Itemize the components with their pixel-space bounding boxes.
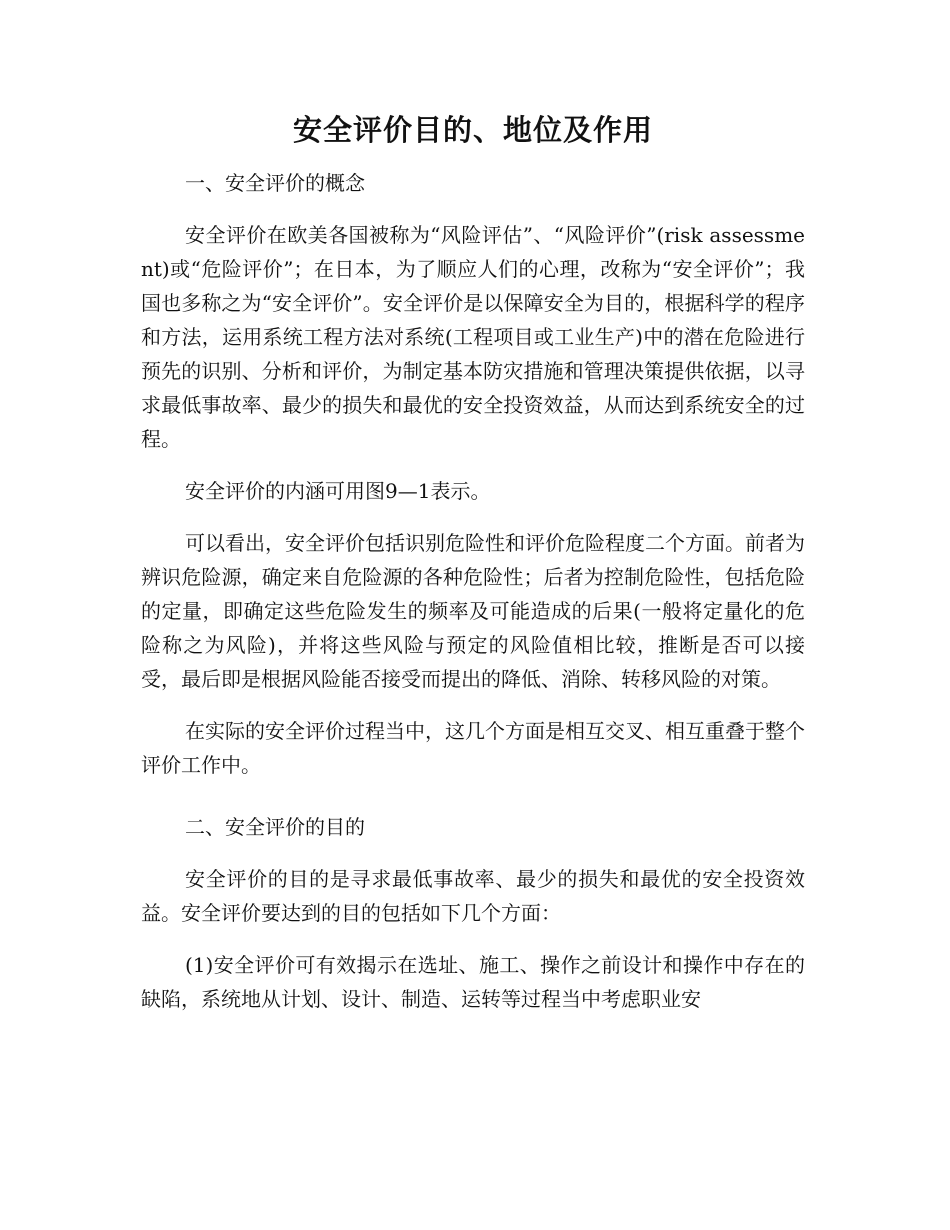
section-heading-purpose: 二、安全评价的目的 — [185, 815, 365, 839]
document-title: 安全评价目的、地位及作用 — [292, 113, 653, 147]
paragraph-figure-reference: 安全评价的内涵可用图9—1表示。 — [185, 479, 491, 503]
document-body — [141, 108, 805, 1016]
list-item-1: (1)安全评价可有效揭示在选址、施工、操作之前设计和操作中存在的缺陷，系统地从计划、设计、制造、运转等过程当中考虑职业安 — [141, 953, 805, 1011]
paragraph-definition: 安全评价在欧美各国被称为“风险评估”、“风险评价”(risk assessment)或“危险评价”；在日本，为了顺应人们的心理，改称为“安全评价”；我国也多称之为“安全评价”。安全评价是以保障安全为目的，根据科学的程序和方法，运用系统工程方法对系统(工程项目或工业生产)中的潜在危险进行预先的识别、分析和评价，为制定基本防灾措施和管理决策提供依据，以寻求最低事故率、最少的损失和最优的安全投资效益，从而达到系统安全的过程。 — [141, 223, 805, 451]
paragraph-overlap: 在实际的安全评价过程当中，这几个方面是相互交叉、相互重叠于整个评价工作中。 — [141, 719, 805, 777]
paragraph-purpose: 安全评价的目的是寻求最低事故率、最少的损失和最优的安全投资效益。安全评价要达到的目的包括如下几个方面： — [141, 867, 805, 925]
paragraph-scope: 可以看出，安全评价包括识别危险性和评价危险程度二个方面。前者为辨识危险源，确定来自危险源的各种危险性；后者为控制危险性，包括危险的定量，即确定这些危险发生的频率及可能造成的后果(一般将定量化的危险称之为风险)，并将这些风险与预定的风险值相比较，推断是否可以接受，最后即是根据风险能否接受而提出的降低、消除、转移风险的对策。 — [141, 531, 805, 691]
section-heading-concept: 一、安全评价的概念 — [185, 171, 365, 195]
